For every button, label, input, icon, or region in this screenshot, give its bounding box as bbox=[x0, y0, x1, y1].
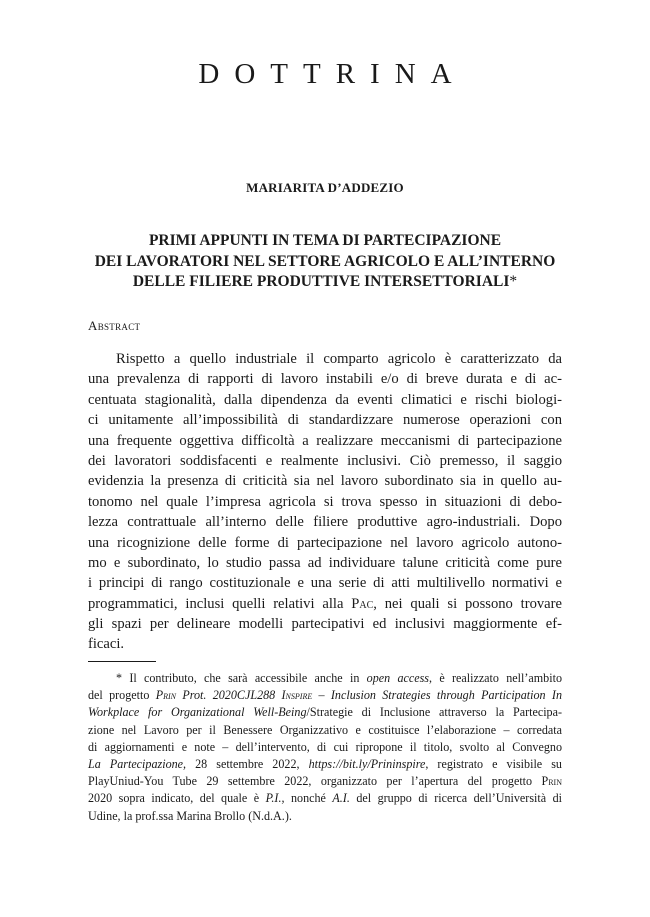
footnote-link[interactable]: https://bit.ly/Prininspire bbox=[308, 756, 426, 771]
footnote bbox=[88, 670, 562, 825]
title-line bbox=[60, 272, 590, 293]
abstract-body bbox=[88, 349, 562, 655]
footnote-text: /Strategie di Inclusione attraverso la Partecipa- bbox=[306, 705, 563, 720]
title-line: DEI LAVORATORI NEL SETTORE AGRICOLO E ALL’INTERNO bbox=[94, 252, 556, 270]
abstract-line: tonomo nel quale l’impresa agricola si trova spesso in situazioni di debo- bbox=[88, 493, 562, 510]
footnote-line: Udine, la prof.ssa Marina Brollo (N.d.A.). bbox=[88, 808, 292, 823]
abstract-line: una prevalenza di rapporti di lavoro instabili e/o di breve durata e di ac- bbox=[88, 371, 562, 388]
section-heading: DOTTRINA bbox=[198, 58, 467, 90]
footnote-text: del gruppo di ricerca dell’Università di bbox=[349, 791, 562, 806]
abstract-line: centuata stagionalità, dalla dipendenza da eventi climatici e rischi biologi- bbox=[88, 391, 562, 408]
footnote-italic: A.I. bbox=[332, 791, 350, 806]
abstract-line: mo e subordinato, lo studio passa ad individuare talune criticità come pure bbox=[88, 554, 562, 571]
abstract-line: Rispetto a quello industriale il comparto agricolo è caratterizzato da bbox=[116, 351, 562, 367]
article-title bbox=[60, 231, 590, 293]
footnote-line bbox=[88, 756, 562, 773]
footnote-line bbox=[88, 704, 562, 721]
abstract-line: i principi di rango costituzionale e una serie di atti multilivello normativi e bbox=[88, 575, 562, 592]
footnote-text: 2020 sopra indicato, del quale è bbox=[88, 791, 266, 806]
footnote-text: del progetto bbox=[88, 688, 156, 703]
footnote-line: zione nel Lavoro per il Benessere Organizzativo e costituisce l’elaborazione – corredata bbox=[88, 722, 562, 737]
prin-abbreviation: Prin bbox=[155, 688, 176, 703]
abstract-line bbox=[88, 594, 562, 614]
footnote-italic: Prot. 2020CJL288 bbox=[176, 688, 282, 703]
footnote-italic: Workplace for Organizational Well-Being bbox=[88, 705, 307, 720]
abstract-line: ci unitamente all’impossibilità di standardizzare numerose operazioni con bbox=[88, 412, 562, 429]
abstract-line: evidenzia la presenza di criticità sia nel lavoro subordinato sia in quello au- bbox=[88, 473, 562, 490]
footnote-line bbox=[88, 790, 562, 807]
abstract-line: lezza contrattuale all’interno delle filiere produttive agro-industriali. Dopo bbox=[88, 514, 562, 531]
footnote-italic: La Partecipazione, bbox=[88, 756, 187, 771]
title-footnote-mark: * bbox=[509, 273, 518, 290]
title-line-text: DELLE FILIERE PRODUTTIVE INTERSETTORIALI bbox=[132, 273, 510, 290]
abstract-line: dei lavoratori soddisfacenti e realmente inclusivi. Ciò premesso, il saggio bbox=[88, 452, 562, 469]
inspire-abbreviation: Inspire bbox=[281, 688, 313, 703]
abstract-text: , nei quali si possono trovare bbox=[373, 595, 562, 612]
title-line: PRIMI APPUNTI IN TEMA DI PARTECIPAZIONE bbox=[148, 232, 502, 249]
footnote-line bbox=[88, 670, 562, 687]
abstract-line: una ricognizione delle forme di partecipazione nel lavoro agricolo autono- bbox=[88, 534, 562, 551]
footnote-text: PlayUniud-You Tube 29 settembre 2022, organizzato per l’apertura del progetto bbox=[88, 774, 542, 789]
footnote-text: , registrato e visibile su bbox=[425, 756, 562, 771]
footnote-italic: open access bbox=[366, 671, 430, 685]
footnote-text: * Il contributo, che sarà accessibile anche in bbox=[116, 671, 367, 685]
abstract-label: Abstract bbox=[88, 318, 141, 333]
abstract-text: programmatici, inclusi quelli relativi alla bbox=[88, 595, 352, 612]
footnote-line bbox=[88, 687, 562, 704]
footnote-text: , è realizzato nell’ambito bbox=[429, 671, 562, 685]
footnote-separator bbox=[88, 661, 156, 662]
abstract-line: una frequente oggettiva difficoltà a realizzare meccanismi di partecipazione bbox=[88, 432, 562, 449]
abstract-line: ficaci. bbox=[88, 636, 125, 653]
footnote-text: nonché bbox=[284, 791, 333, 806]
footnote-line bbox=[88, 773, 562, 790]
pac-abbreviation: Pac bbox=[351, 595, 374, 612]
footnote-italic: – Inclusion Strategies through Participation In bbox=[312, 688, 562, 703]
prin-abbreviation: Prin bbox=[541, 774, 562, 789]
footnote-text: 28 settembre 2022, bbox=[186, 756, 309, 771]
footnote-italic: P.I., bbox=[265, 791, 285, 806]
author-name: MARIARITA D’ADDEZIO bbox=[246, 180, 404, 195]
abstract-line: gli spazi per delineare modelli partecipativi ed inclusivi maggiormente ef- bbox=[88, 616, 562, 633]
footnote-line: di aggiornamenti e note – dell’intervento, di cui ripropone il titolo, svolto al Convegno bbox=[88, 739, 562, 754]
